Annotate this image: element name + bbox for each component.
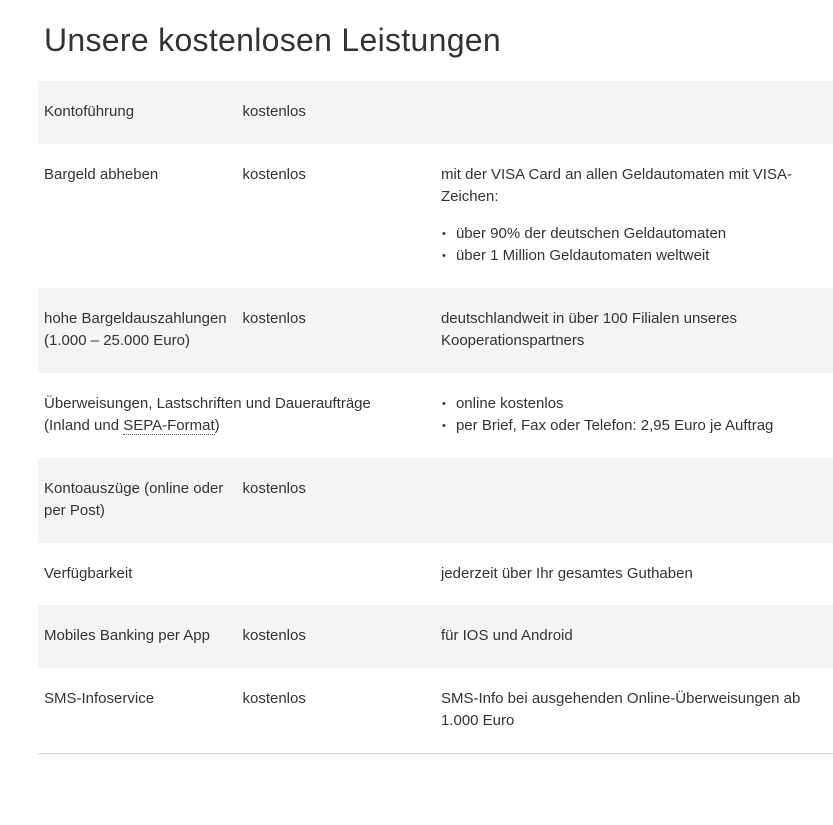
row-note (435, 81, 833, 144)
row-label: Verfügbarkeit (44, 564, 133, 582)
table-row-ueberweisungen (38, 373, 833, 458)
sepa-format-link[interactable]: SEPA-Format (123, 417, 215, 434)
bullet-item: • per Brief, Fax oder Telefon: 2,95 Euro je Auftrag (441, 415, 827, 438)
table-row-hohe-bargeldauszahlungen (38, 288, 833, 373)
row-note-cell (435, 373, 833, 458)
row-note-cell (435, 144, 833, 288)
row-price: kostenlos (242, 165, 306, 183)
row-note: für IOS und Android (435, 605, 833, 668)
table-row-verfuegbarkeit (38, 543, 833, 606)
row-label: Kontoführung (38, 81, 236, 144)
row-label: Mobiles Banking per App (38, 605, 236, 668)
table-row-kontofuehrung (38, 81, 833, 144)
row-label-text: Überweisungen, Lastschriften und Daueraufträge (Inland und (44, 394, 371, 434)
page-title: Unsere kostenlosen Leistungen (44, 22, 501, 58)
row-label: Kontoauszüge (online oder per Post) (38, 458, 236, 543)
row-label: hohe Bargeldauszahlungen (1.000 – 25.000 Euro) (38, 288, 236, 373)
row-label: Bargeld abheben (44, 165, 159, 183)
row-note (435, 458, 833, 543)
row-label (38, 373, 435, 458)
row-label-suffix: ) (214, 417, 220, 434)
row-price: kostenlos (236, 458, 434, 543)
table-row-sms-infoservice (38, 668, 833, 754)
row-price: kostenlos (236, 81, 434, 144)
bullet-item: • über 1 Million Geldautomaten weltweit (441, 245, 827, 268)
row-price (236, 543, 434, 606)
bullet-list (441, 393, 827, 438)
row-price: kostenlos (236, 288, 434, 373)
table-row-mobiles-banking (38, 605, 833, 668)
row-label: SMS-Infoservice (38, 668, 236, 754)
row-note: jederzeit über Ihr gesamtes Guthaben (440, 564, 693, 582)
row-note: deutschlandweit in über 100 Filialen unseres Kooperationspartners (435, 288, 833, 373)
row-price: kostenlos (236, 605, 434, 668)
table-row-bargeld-abheben (38, 144, 833, 288)
row-price: kostenlos (236, 668, 434, 754)
row-note: SMS-Info bei ausgehenden Online-Überweisungen ab 1.000 Euro (435, 668, 833, 754)
services-table (38, 81, 833, 754)
table-row-kontoauszuege (38, 458, 833, 543)
bullet-list (441, 223, 827, 268)
bullet-item: • online kostenlos (441, 393, 827, 416)
bullet-item: • über 90% der deutschen Geldautomaten (441, 223, 827, 246)
row-note: mit der VISA Card an allen Geldautomaten mit VISA-Zeichen: (440, 165, 792, 205)
